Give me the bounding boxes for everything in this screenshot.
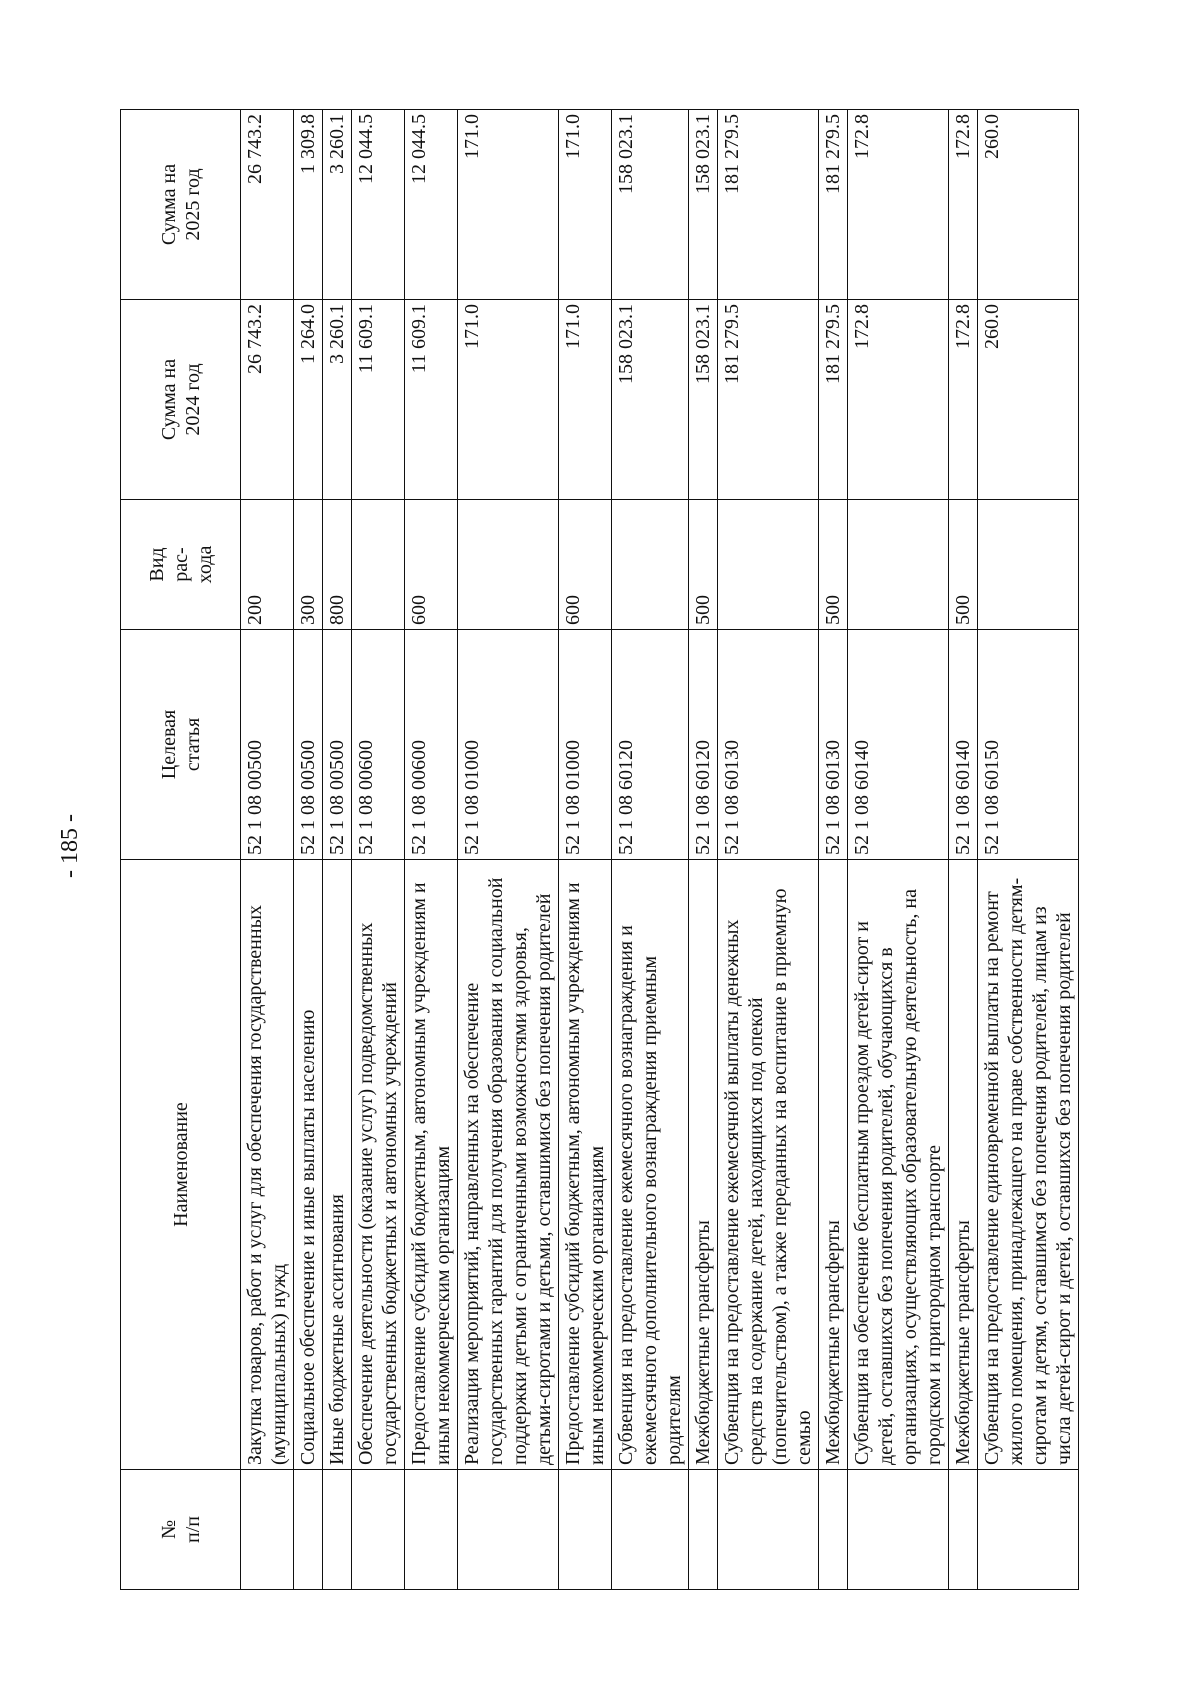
cell-target: 52 1 08 60130 — [718, 630, 819, 860]
cell-sum2024: 1 264.0 — [294, 300, 323, 500]
cell-name: Иные бюджетные ассигнования — [323, 860, 352, 1470]
cell-num — [949, 1470, 978, 1590]
cell-sum2024: 11 609.1 — [405, 300, 458, 500]
header-sum2025: Сумма на 2025 год — [121, 110, 241, 300]
cell-target: 52 1 08 60140 — [949, 630, 978, 860]
cell-type: 500 — [819, 500, 848, 630]
cell-target: 52 1 08 60130 — [819, 630, 848, 860]
table-row — [559, 110, 612, 1590]
cell-sum2025: 171.0 — [559, 110, 612, 300]
cell-type — [978, 500, 1079, 630]
cell-type: 600 — [559, 500, 612, 630]
cell-type: 300 — [294, 500, 323, 630]
cell-num — [559, 1470, 612, 1590]
cell-sum2025: 172.8 — [949, 110, 978, 300]
table-row — [241, 110, 294, 1590]
cell-sum2024: 158 023.1 — [689, 300, 718, 500]
cell-type — [352, 500, 405, 630]
cell-sum2024: 171.0 — [559, 300, 612, 500]
budget-table — [120, 109, 1079, 1590]
cell-sum2025: 26 743.2 — [241, 110, 294, 300]
header-type: Вид рас- хода — [121, 500, 241, 630]
cell-name: Межбюджетные трансферты — [949, 860, 978, 1470]
cell-sum2024: 3 260.1 — [323, 300, 352, 500]
cell-name: Предоставление субсидий бюджетным, автономным учреждениям и иным некоммерческим организациям — [405, 860, 458, 1470]
cell-num — [848, 1470, 949, 1590]
table-row — [458, 110, 559, 1590]
cell-num — [612, 1470, 689, 1590]
cell-sum2025: 181 279.5 — [718, 110, 819, 300]
cell-sum2025: 12 044.5 — [352, 110, 405, 300]
table-row — [819, 110, 848, 1590]
cell-type: 500 — [949, 500, 978, 630]
cell-sum2025: 171.0 — [458, 110, 559, 300]
page-number: - 185 - — [57, 814, 83, 878]
cell-num — [241, 1470, 294, 1590]
cell-sum2024: 171.0 — [458, 300, 559, 500]
table-row — [848, 110, 949, 1590]
table-row — [323, 110, 352, 1590]
cell-num — [323, 1470, 352, 1590]
cell-name: Межбюджетные трансферты — [819, 860, 848, 1470]
cell-num — [819, 1470, 848, 1590]
table-row — [978, 110, 1079, 1590]
table-row — [689, 110, 718, 1590]
cell-target: 52 1 08 60140 — [848, 630, 949, 860]
cell-num — [718, 1470, 819, 1590]
table-row — [718, 110, 819, 1590]
cell-name: Закупка товаров, работ и услуг для обеспечения государственных (муниципальных) нужд — [241, 860, 294, 1470]
table-row — [612, 110, 689, 1590]
cell-target: 52 1 08 00500 — [294, 630, 323, 860]
cell-sum2025: 181 279.5 — [819, 110, 848, 300]
cell-sum2025: 3 260.1 — [323, 110, 352, 300]
cell-target: 52 1 08 00500 — [241, 630, 294, 860]
cell-name: Субвенция на обеспечение бесплатным проездом детей-сирот и детей, оставшихся без попечения родителей, обучающихся в организациях, осуществляющих образовательную деятельность, на городском и пригородном транспорте — [848, 860, 949, 1470]
cell-type: 800 — [323, 500, 352, 630]
cell-name: Субвенция на предоставление единовременной выплаты на ремонт жилого помещения, принадлежащего на праве собственности детям-сиротам и детям, оставшимся без попечения родителей, лицам из числа детей-сирот и детей, оставшихся без попечения родителей — [978, 860, 1079, 1470]
cell-sum2025: 1 309.8 — [294, 110, 323, 300]
cell-sum2025: 158 023.1 — [689, 110, 718, 300]
cell-sum2024: 158 023.1 — [612, 300, 689, 500]
cell-target: 52 1 08 60150 — [978, 630, 1079, 860]
cell-sum2024: 11 609.1 — [352, 300, 405, 500]
table-row — [405, 110, 458, 1590]
cell-type: 600 — [405, 500, 458, 630]
header-num: № п/п — [121, 1470, 241, 1590]
cell-sum2024: 181 279.5 — [718, 300, 819, 500]
cell-sum2024: 26 743.2 — [241, 300, 294, 500]
cell-name: Обеспечение деятельности (оказание услуг) подведомственных государственных бюджетных и автономных учреждений — [352, 860, 405, 1470]
table-row — [352, 110, 405, 1590]
cell-target: 52 1 08 00600 — [405, 630, 458, 860]
cell-sum2024: 172.8 — [949, 300, 978, 500]
table-row — [949, 110, 978, 1590]
table-row — [294, 110, 323, 1590]
header-target: Целевая статья — [121, 630, 241, 860]
cell-name: Предоставление субсидий бюджетным, автономным учреждениям и иным некоммерческим организациям — [559, 860, 612, 1470]
cell-type — [848, 500, 949, 630]
cell-sum2024: 172.8 — [848, 300, 949, 500]
cell-num — [978, 1470, 1079, 1590]
cell-target: 52 1 08 01000 — [559, 630, 612, 860]
cell-type — [458, 500, 559, 630]
cell-sum2025: 158 023.1 — [612, 110, 689, 300]
cell-sum2025: 172.8 — [848, 110, 949, 300]
cell-target: 52 1 08 60120 — [689, 630, 718, 860]
header-sum2024: Сумма на 2024 год — [121, 300, 241, 500]
cell-type — [718, 500, 819, 630]
cell-sum2025: 260.0 — [978, 110, 1079, 300]
cell-name: Субвенция на предоставление ежемесячного вознаграждения и ежемесячного дополнительного вознаграждения приемным родителям — [612, 860, 689, 1470]
cell-name: Социальное обеспечение и иные выплаты населению — [294, 860, 323, 1470]
cell-type — [612, 500, 689, 630]
cell-num — [458, 1470, 559, 1590]
table-header-row — [121, 110, 241, 1590]
cell-name: Межбюджетные трансферты — [689, 860, 718, 1470]
cell-target: 52 1 08 60120 — [612, 630, 689, 860]
cell-sum2024: 181 279.5 — [819, 300, 848, 500]
cell-target: 52 1 08 00500 — [323, 630, 352, 860]
budget-table-container — [120, 110, 1080, 1590]
cell-num — [352, 1470, 405, 1590]
header-name: Наименование — [121, 860, 241, 1470]
cell-target: 52 1 08 00600 — [352, 630, 405, 860]
cell-sum2024: 260.0 — [978, 300, 1079, 500]
cell-target: 52 1 08 01000 — [458, 630, 559, 860]
cell-name: Реализация мероприятий, направленных на обеспечение государственных гарантий для получения образования и социальной поддержки детьми с ограниченными возможностями здоровья, детьми-сиротами и детьми, оставшимися без попечения родителей — [458, 860, 559, 1470]
cell-name: Субвенция на предоставление ежемесячной выплаты денежных средств на содержание детей, находящихся под опекой (попечительством), а также переданных на воспитание в приемную семью — [718, 860, 819, 1470]
cell-num — [405, 1470, 458, 1590]
cell-num — [689, 1470, 718, 1590]
cell-type: 500 — [689, 500, 718, 630]
cell-num — [294, 1470, 323, 1590]
cell-type: 200 — [241, 500, 294, 630]
cell-sum2025: 12 044.5 — [405, 110, 458, 300]
